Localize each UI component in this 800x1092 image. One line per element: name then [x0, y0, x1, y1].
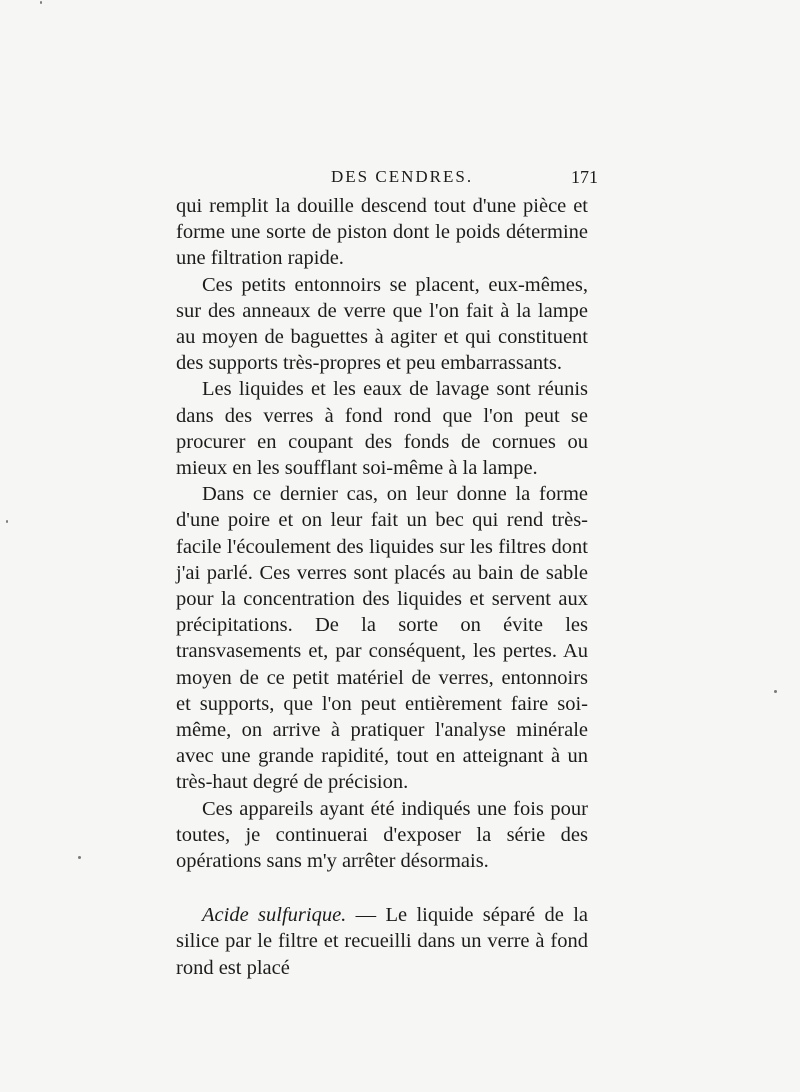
paragraph-4: Dans ce dernier cas, on leur donne la forme d'une poire et on leur fait un bec qui rend très-facile l'écoulement des liquides sur les filtres dont j'ai parlé. Ces verres sont placés au bain de sable pour la concentration des liquides et servent aux précipitations. De la sorte on évite les transvasements et, par conséquent, les pertes. Au moyen de ce petit matériel de verres, entonnoirs et supports, que l'on peut entièrement faire soi-même, on arrive à pratiquer l'analyse minérale avec une grande rapidité, tout en atteignant à un très-haut degré de précision.: [176, 483, 588, 794]
paper-speck: [78, 856, 81, 859]
running-title: DES CENDRES.: [331, 167, 474, 186]
paper-speck: [6, 520, 8, 523]
paragraph-2: Ces petits entonnoirs se placent, eux-mêmes, sur des anneaux de verre que l'on fait à la lampe au moyen de baguettes à agiter et qui constituent des supports très-propres et peu embarrassants.: [176, 273, 588, 375]
paper-speck: [774, 690, 777, 693]
paper-speck: [40, 1, 42, 4]
section-heading: Acide sulfurique.: [202, 904, 347, 927]
running-head: [176, 162, 600, 192]
paragraph-3: Les liquides et les eaux de lavage sont réunis dans des verres à fond rond que l'on peut se procurer en coupant des fonds de cornues ou mieux en les soufflant soi-même à la lampe.: [176, 378, 588, 480]
body-text: [176, 193, 588, 981]
section-text: — Le liquide séparé de la silice par le filtre et recueilli dans un verre à fond rond est placé: [176, 904, 588, 979]
section-paragraph: [176, 902, 588, 981]
page-number: 171: [571, 167, 598, 187]
paragraph-5: Ces appareils ayant été indiqués une fois pour toutes, je continuerai d'exposer la série des opérations sans m'y arrêter désormais.: [176, 797, 588, 873]
paragraph-1: qui remplit la douille descend tout d'une pièce et forme une sorte de piston dont le poids détermine une filtration rapide.: [176, 195, 588, 270]
